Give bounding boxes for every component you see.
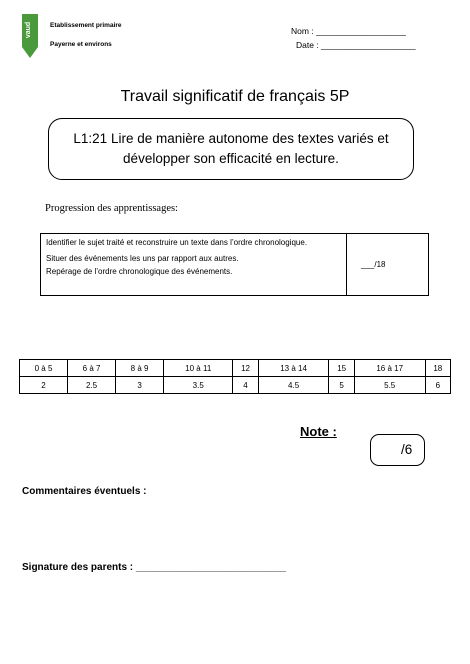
parent-signature-field[interactable]: Signature des parents : ___________________________ xyxy=(22,562,287,573)
grading-scale-table xyxy=(19,359,451,394)
page-title: Travail significatif de français 5P xyxy=(120,88,350,105)
scale-range: 15 xyxy=(329,360,354,377)
name-field[interactable]: Nom : ___________________ xyxy=(291,26,406,36)
scale-range: 10 à 11 xyxy=(164,360,233,377)
objective-text: L1:21 Lire de manière autonome des textes variés et développer son efficacité en lecture. xyxy=(73,131,389,166)
scale-range: 0 à 5 xyxy=(20,360,68,377)
school-name: Etablissement primaire xyxy=(50,22,122,29)
note-box[interactable] xyxy=(370,434,425,466)
comments-label: Commentaires éventuels : xyxy=(22,486,147,497)
scale-range: 18 xyxy=(425,360,450,377)
scale-grade: 2 xyxy=(20,377,68,394)
note-label: Note : xyxy=(300,424,337,439)
skills-table xyxy=(40,233,429,296)
scale-range: 13 à 14 xyxy=(258,360,329,377)
skills-list xyxy=(41,234,347,295)
scale-range: 6 à 7 xyxy=(68,360,116,377)
scale-range: 12 xyxy=(233,360,258,377)
svg-text:vaud: vaud xyxy=(25,21,32,39)
scale-grade: 4.5 xyxy=(258,377,329,394)
skill-item: Identifier le sujet traité et reconstruire un texte dans l’ordre chronologique. xyxy=(46,238,308,247)
skill-item: Repérage de l’ordre chronologique des événements. xyxy=(46,267,233,276)
scale-grade: 5.5 xyxy=(354,377,425,394)
scale-grades-row xyxy=(20,377,451,394)
date-field[interactable]: Date : ____________________ xyxy=(296,40,416,50)
scale-grade: 5 xyxy=(329,377,354,394)
objective-box xyxy=(48,118,414,180)
scale-range: 16 à 17 xyxy=(354,360,425,377)
scale-grade: 4 xyxy=(233,377,258,394)
scale-grade: 3.5 xyxy=(164,377,233,394)
scale-grade: 2.5 xyxy=(68,377,116,394)
skill-item: Situer des événements les uns par rapport aux autres. xyxy=(46,253,239,263)
note-value: /6 xyxy=(401,442,413,457)
scale-ranges-row xyxy=(20,360,451,377)
canton-vaud-logo xyxy=(22,14,38,58)
progression-heading: Progression des apprentissages: xyxy=(45,203,178,214)
skills-score[interactable]: ___/18 xyxy=(361,260,386,269)
scale-range: 8 à 9 xyxy=(116,360,164,377)
scale-grade: 3 xyxy=(116,377,164,394)
scale-grade: 6 xyxy=(425,377,450,394)
school-location: Payerne et environs xyxy=(50,41,112,48)
